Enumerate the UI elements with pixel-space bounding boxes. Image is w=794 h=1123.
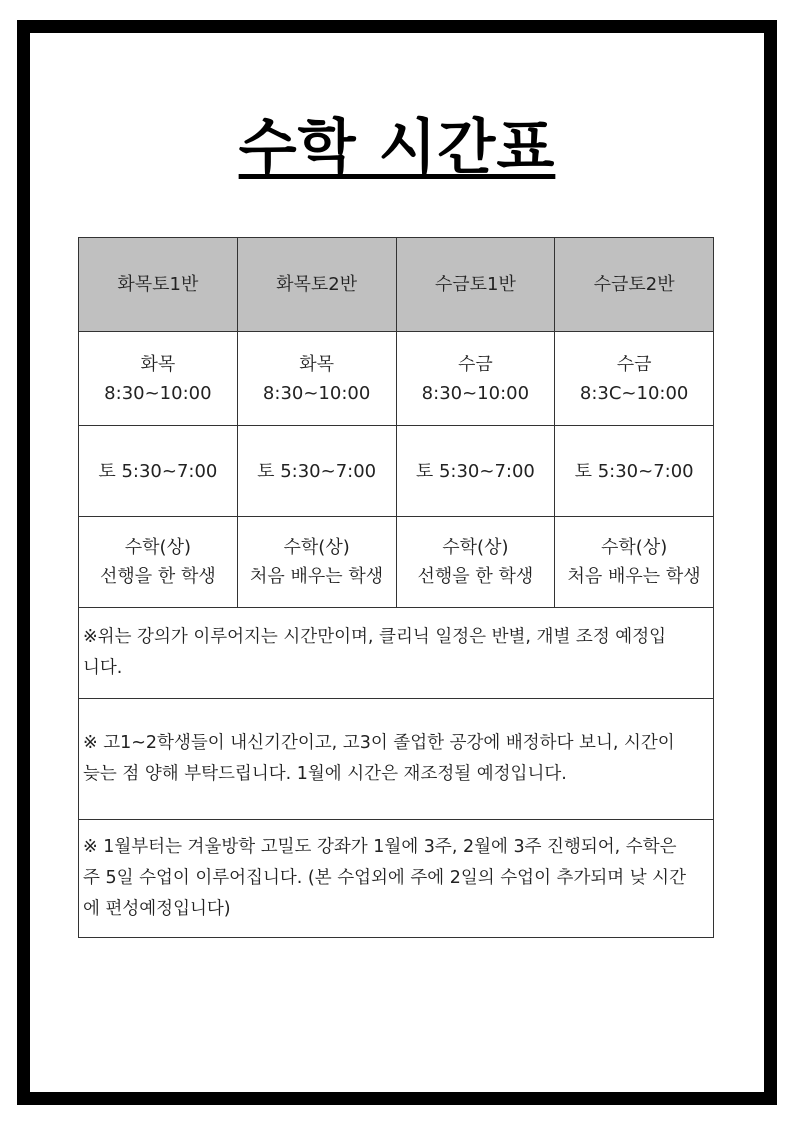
header-row [79, 238, 714, 332]
time-label: 8:30~10:00 [104, 382, 212, 404]
days-label: 수금 [616, 353, 652, 375]
saturday-cell: 토 5:30~7:00 [396, 426, 555, 517]
note-line: ※ 1월부터는 겨울방학 고밀도 강좌가 1월에 3주, 2월에 3주 진행되어, 수학은 [83, 837, 677, 857]
weekday-cell [555, 332, 714, 426]
time-label: 8:30~10:00 [262, 382, 371, 404]
note-line: ※ 고1~2학생들이 내신기간이고, 고3이 졸업한 공강에 배정하다 보니, 시간이 [83, 733, 675, 753]
note-clinic [79, 608, 714, 699]
weekday-time-row [79, 332, 714, 426]
saturday-cell: 토 5:30~7:00 [555, 426, 714, 517]
weekday-cell [237, 332, 396, 426]
note-line: 주 5일 수업이 이루어집니다. (본 수업외에 주에 2일의 수업이 추가되며 낮 시간 [83, 868, 686, 888]
course-subject: 수학(상) [124, 537, 191, 558]
days-label: 화목 [140, 353, 176, 375]
page-title: 수학 시간표 [238, 113, 556, 183]
course-cell [555, 517, 714, 608]
days-label: 화목 [299, 353, 335, 375]
course-description: 선행을 한 학생 [99, 566, 216, 587]
saturday-cell: 토 5:30~7:00 [79, 426, 238, 517]
days-label: 수금 [457, 353, 493, 375]
header-cell: 화목토1반 [79, 238, 238, 332]
note-line: 늦는 점 양해 부탁드립니다. 1월에 시간은 재조정될 예정입니다. [83, 764, 567, 784]
time-label: 8:30~10:00 [421, 382, 530, 404]
note-winter-session [79, 820, 714, 938]
note-row [79, 608, 714, 699]
course-subject: 수학(상) [283, 537, 350, 558]
saturday-time-row [79, 426, 714, 517]
note-line: 에 편성예정입니다) [83, 899, 231, 919]
course-row [79, 517, 714, 608]
schedule-table [78, 237, 714, 938]
header-cell: 화목토2반 [237, 238, 396, 332]
header-cell: 수금토1반 [396, 238, 555, 332]
weekday-cell [396, 332, 555, 426]
note-exam-period [79, 699, 714, 820]
course-description: 처음 배우는 학생 [250, 566, 384, 587]
course-subject: 수학(상) [442, 537, 509, 558]
time-label: 8:3C~10:00 [579, 382, 689, 404]
note-row [79, 820, 714, 938]
weekday-cell [79, 332, 238, 426]
course-cell [396, 517, 555, 608]
course-description: 처음 배우는 학생 [567, 566, 701, 587]
course-subject: 수학(상) [601, 537, 668, 558]
course-cell [79, 517, 238, 608]
note-row [79, 699, 714, 820]
note-line: ※위는 강의가 이루어지는 시간만이며, 클리닉 일정은 반별, 개별 조정 예정입 [83, 627, 667, 647]
course-cell [237, 517, 396, 608]
course-description: 선행을 한 학생 [417, 566, 534, 587]
note-line: 니다. [83, 658, 123, 678]
saturday-cell: 토 5:30~7:00 [237, 426, 396, 517]
header-cell: 수금토2반 [555, 238, 714, 332]
